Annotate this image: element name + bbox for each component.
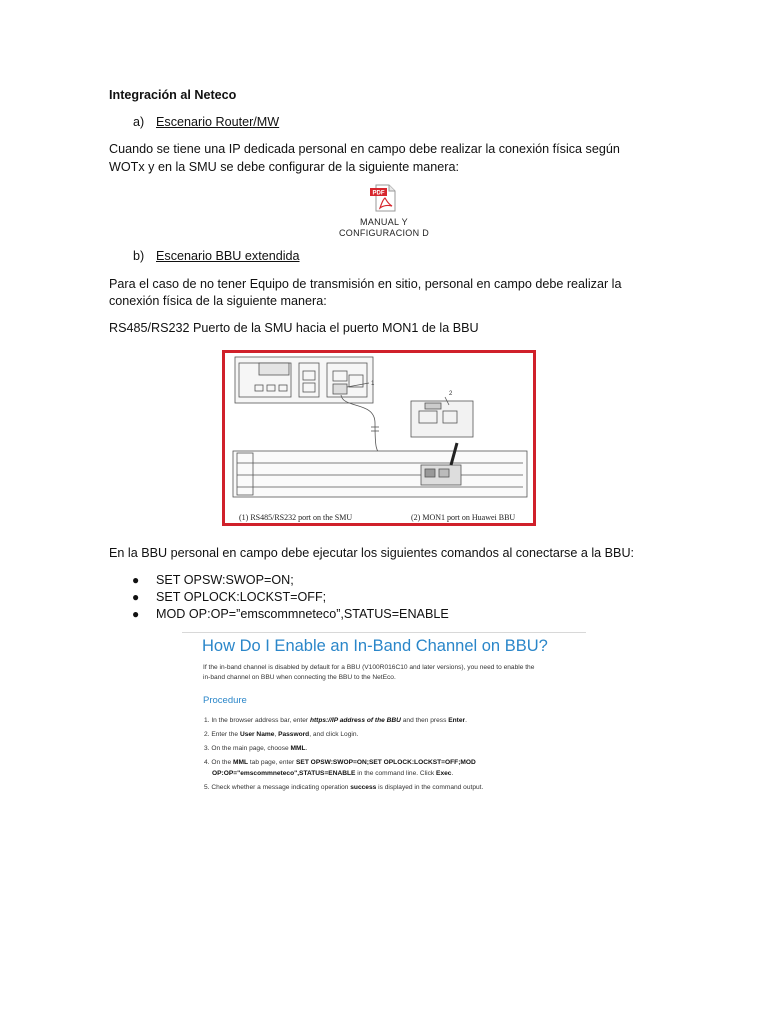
help-article-screenshot	[182, 632, 586, 800]
help-title: How Do I Enable an In-Band Channel on BBU?	[202, 637, 548, 655]
command-text: SET OPLOCK:LOCKST=OFF;	[156, 590, 327, 604]
figure-caption-left: (1) RS485/RS232 port on the SMU	[239, 513, 353, 522]
procedure-step-continuation: OP:OP="emscommneteco",STATUS=ENABLE in the command line. Click Exec.	[212, 770, 454, 777]
pdf-attachment[interactable]	[336, 184, 432, 239]
smu-bbu-wiring-illustration	[225, 353, 533, 523]
section-b-title: Escenario BBU extendida	[156, 249, 300, 263]
paragraph-2-line-2: conexión física de la siguiente manera:	[109, 294, 327, 308]
divider	[182, 632, 586, 633]
attachment-label-line-1: MANUAL Y	[360, 217, 408, 227]
procedure-step: 5. Check whether a message indicating operation success is displayed in the command output.	[204, 784, 484, 791]
procedure-step: 1. In the browser address bar, enter https://IP address of the BBU and then press Enter.	[204, 717, 467, 724]
section-a-marker: a)	[133, 115, 145, 129]
command-text: SET OPSW:SWOP=ON;	[156, 573, 294, 587]
command-text: MOD OP:OP=”emscommneteco”,STATUS=ENABLE	[156, 607, 449, 621]
callout-2: 2	[449, 391, 453, 397]
bullet-icon: ●	[132, 573, 140, 587]
section-a-title: Escenario Router/MW	[156, 115, 280, 129]
paragraph-3: RS485/RS232 Puerto de la SMU hacia el puerto MON1 de la BBU	[109, 321, 479, 335]
callout-1: 1	[371, 381, 375, 387]
command-item	[132, 606, 449, 623]
help-intro-line-2: in-band channel on BBU when connecting the BBU to the NetEco.	[203, 674, 396, 681]
command-item	[132, 589, 327, 606]
procedure-heading: Procedure	[203, 695, 247, 706]
pdf-file-icon	[369, 184, 399, 212]
attachment-label-line-2: CONFIGURACION D	[339, 228, 429, 238]
paragraph-2-line-1: Para el caso de no tener Equipo de transmisión en sitio, personal en campo debe realizar la	[109, 277, 622, 291]
paragraph-1-line-1: Cuando se tiene una IP dedicada personal en campo debe realizar la conexión física según	[109, 142, 620, 156]
command-item	[132, 572, 294, 589]
paragraph-1-line-2: WOTx y en la SMU se debe configurar de la siguiente manera:	[109, 160, 459, 174]
help-intro	[203, 663, 583, 683]
procedure-step: 2. Enter the User Name, Password, and click Login.	[204, 731, 359, 738]
figure-caption-right: (2) MON1 port on Huawei BBU	[411, 513, 516, 522]
procedure-step: 4. On the MML tab page, enter SET OPSW:SWOP=ON;SET OPLOCK:LOCKST=OFF;MOD	[204, 759, 476, 766]
connection-diagram	[222, 350, 536, 526]
bullet-icon: ●	[132, 590, 140, 604]
svg-text:PDF: PDF	[372, 190, 385, 197]
paragraph-4: En la BBU personal en campo debe ejecutar los siguientes comandos al conectarse a la BBU:	[109, 546, 635, 560]
procedure-step: 3. On the main page, choose MML.	[204, 745, 308, 752]
section-b-marker: b)	[133, 249, 145, 263]
document-heading: Integración al Neteco	[109, 88, 237, 102]
bullet-icon: ●	[132, 607, 140, 621]
help-intro-line-1: If the in-band channel is disabled by default for a BBU (V100R016C10 and later versions), you need to enable the	[203, 664, 535, 671]
